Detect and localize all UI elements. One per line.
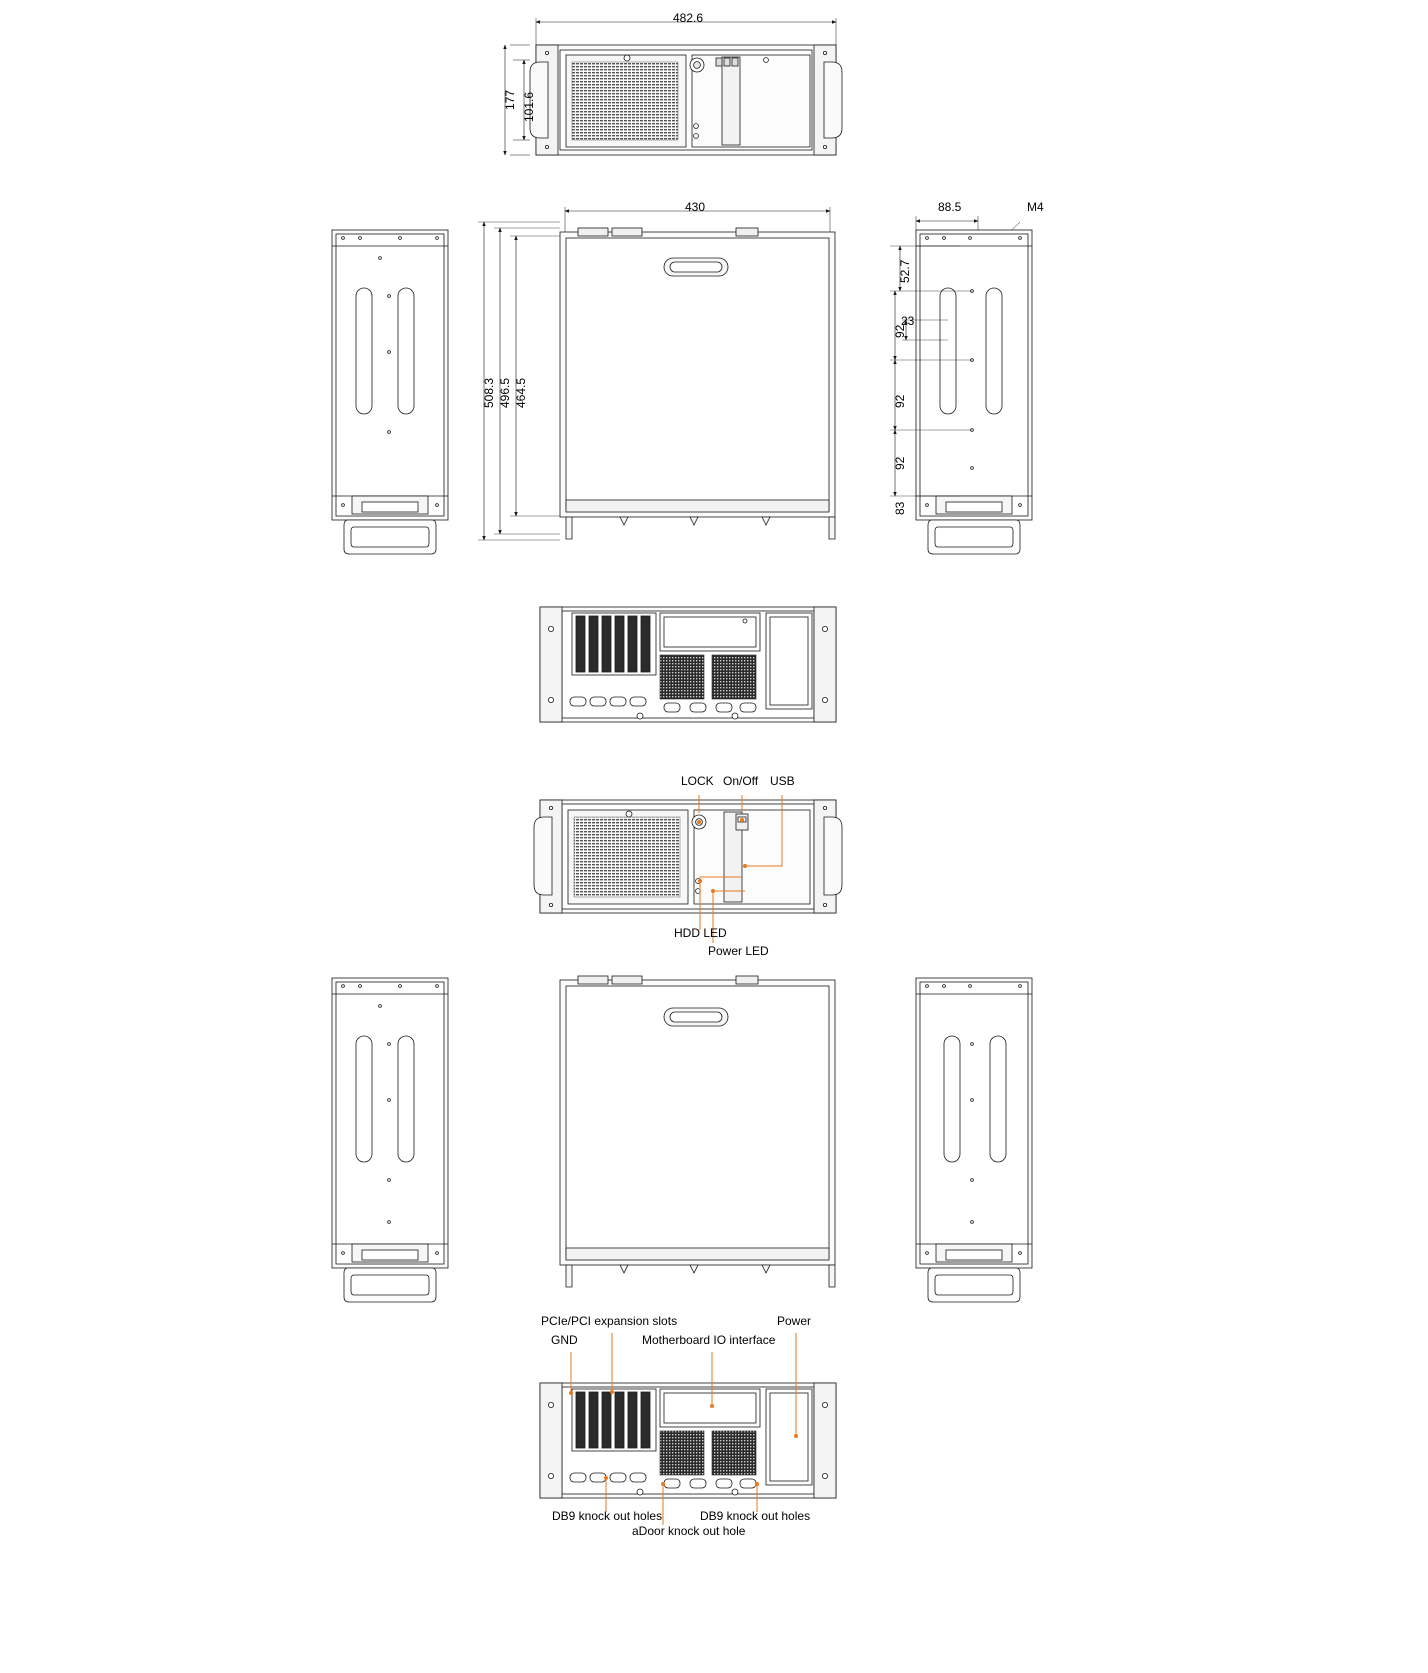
dim-depth-body: 430 xyxy=(685,200,706,214)
callout-power-label: Power xyxy=(777,1314,812,1328)
callout-adoor-label: aDoor knock out hole xyxy=(632,1524,746,1538)
dim-height-inner: 101.6 xyxy=(522,91,536,122)
callout-lock-label: LOCK xyxy=(681,774,714,788)
callout-power-led-label: Power LED xyxy=(708,944,769,958)
view-right-side-lower xyxy=(916,978,1032,1302)
dim-side-6: 83 xyxy=(893,501,907,515)
dim-side-4: 92 xyxy=(893,394,907,408)
view-top-plan-upper xyxy=(478,207,835,540)
callout-mbio-label: Motherboard IO interface xyxy=(642,1333,776,1347)
dim-depth-inner: 464.5 xyxy=(514,377,528,408)
callout-hdd-led-label: HDD LED xyxy=(674,926,727,940)
callout-gnd-label: GND xyxy=(551,1333,578,1347)
dim-side-2: 92 xyxy=(893,324,907,338)
callout-usb-label: USB xyxy=(770,774,795,788)
view-front-top xyxy=(505,18,842,155)
view-left-side-lower xyxy=(332,978,448,1302)
callout-db9-left-label: DB9 knock out holes xyxy=(552,1509,663,1523)
dim-depth-mid: 496.5 xyxy=(498,377,512,408)
dim-side-1: 52.7 xyxy=(898,259,912,283)
dim-side-5: 92 xyxy=(893,456,907,470)
dim-width-overall: 482.6 xyxy=(673,11,704,25)
dim-depth-overall: 508.3 xyxy=(482,377,496,408)
callout-onoff-label: On/Off xyxy=(723,774,759,788)
view-rear-upper xyxy=(540,607,836,722)
view-front-callouts xyxy=(534,800,842,913)
view-top-plan-lower xyxy=(560,976,835,1287)
dim-hole-spec: M4 xyxy=(1027,200,1044,214)
view-rear-callouts xyxy=(540,1383,836,1498)
callout-db9-right-label: DB9 knock out holes xyxy=(700,1509,811,1523)
view-left-side-upper xyxy=(332,230,448,554)
callout-pcie-label: PCIe/PCI expansion slots xyxy=(541,1314,678,1328)
dim-side-width: 88.5 xyxy=(938,200,962,214)
dim-side-3: 23 xyxy=(901,314,915,328)
dim-height-overall: 177 xyxy=(503,89,517,110)
